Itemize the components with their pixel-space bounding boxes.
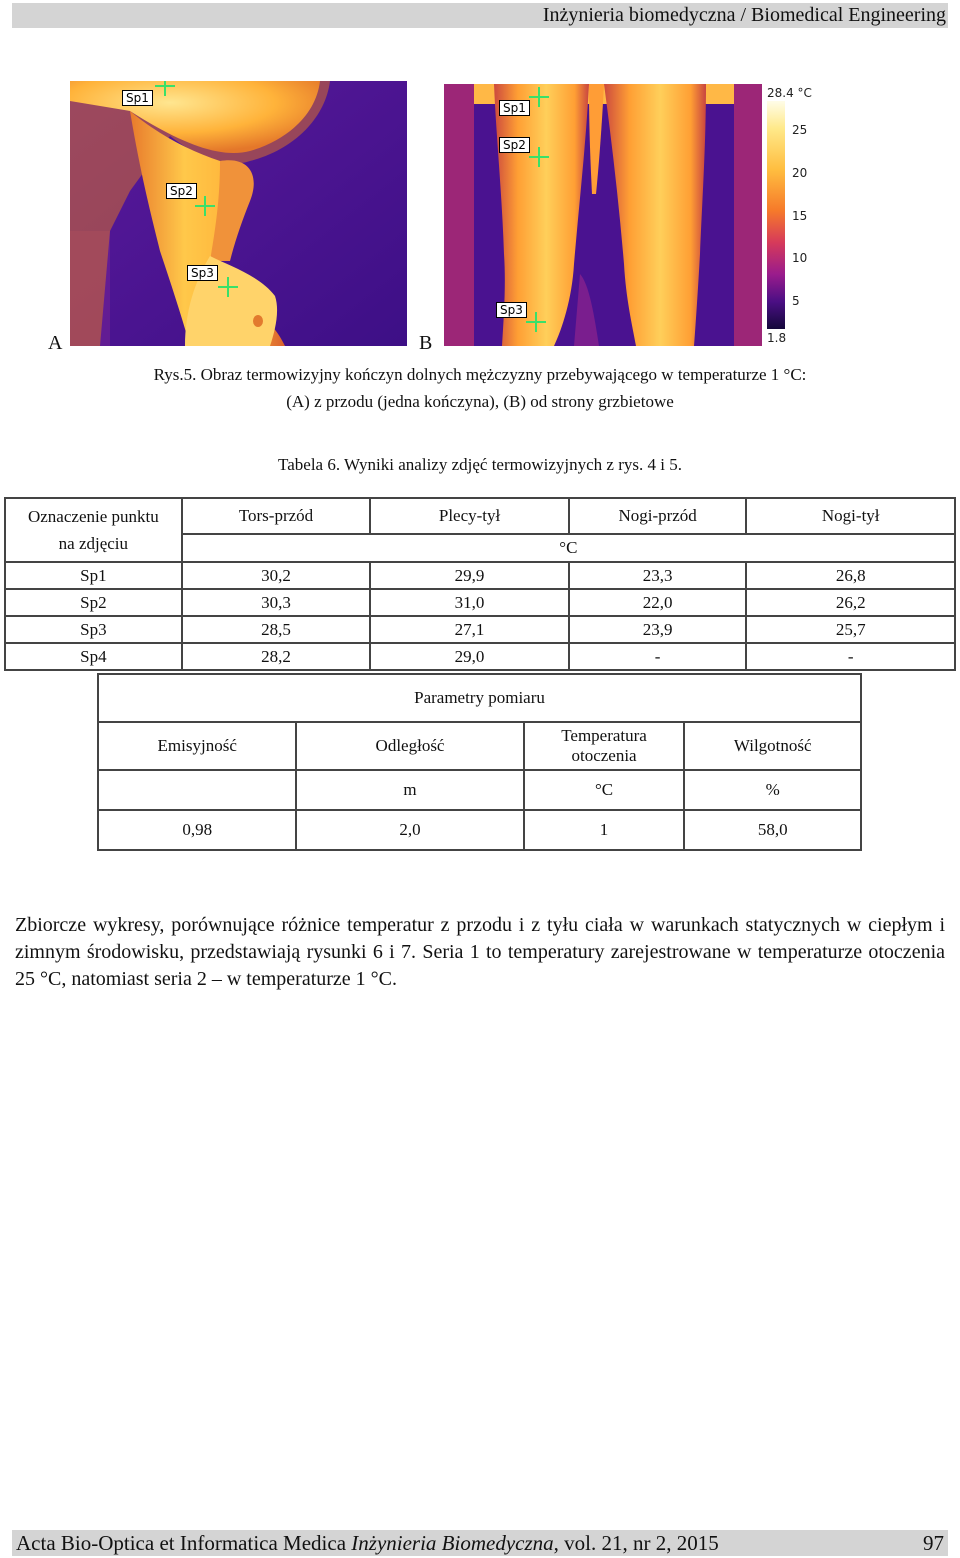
value-cell: 31,0 bbox=[370, 589, 569, 616]
unit-cell: °C bbox=[182, 534, 955, 562]
scale-tick-25: 25 bbox=[792, 123, 808, 137]
footer-journal-italic: Inżynieria Biomedyczna bbox=[351, 1531, 554, 1555]
scale-max-label: 28.4 °C bbox=[767, 86, 812, 100]
spot-label-sp3-b: Sp3 bbox=[496, 302, 527, 318]
row-header-line1: Oznaczenie punktu bbox=[27, 507, 159, 526]
panel-letter-a: A bbox=[48, 332, 63, 354]
value-cell: 29,9 bbox=[370, 562, 569, 589]
spot-label-sp2-b: Sp2 bbox=[499, 137, 530, 153]
spot-label-sp1-b: Sp1 bbox=[499, 100, 530, 116]
figure-caption bbox=[0, 361, 960, 415]
table-row bbox=[98, 810, 861, 850]
params-title: Parametry pomiaru bbox=[98, 674, 861, 722]
scale-tick-15: 15 bbox=[792, 209, 808, 223]
column-header: Nogi-przód bbox=[569, 498, 747, 534]
column-header: Plecy-tył bbox=[370, 498, 569, 534]
crosshair-sp3-a-icon bbox=[218, 277, 238, 297]
params-unit bbox=[98, 770, 296, 810]
scale-tick-10: 10 bbox=[792, 251, 808, 265]
crosshair-sp3-b-icon bbox=[526, 312, 546, 332]
body-paragraph: Zbiorcze wykresy, porównujące różnice temperatur z przodu i z tyłu ciała w warunkach statycznych w ciepłym i zimnym środowisku, przedstawiają rysunki 6 i 7. Seria 1 to temperatury zarejestrowane w temperaturze otoczenia 25 °C, natomiast seria 2 – w temperaturze 1 °C. bbox=[15, 914, 945, 990]
params-unit: m bbox=[296, 770, 523, 810]
point-cell: Sp2 bbox=[5, 589, 182, 616]
value-cell: 23,9 bbox=[569, 616, 747, 643]
value-cell: 27,1 bbox=[370, 616, 569, 643]
value-cell: 26,2 bbox=[746, 589, 955, 616]
panel-letter-b: B bbox=[419, 332, 433, 354]
point-cell: Sp1 bbox=[5, 562, 182, 589]
params-header: Emisyjność bbox=[98, 722, 296, 770]
row-header-cell bbox=[5, 498, 182, 562]
value-cell: - bbox=[746, 643, 955, 670]
crosshair-sp1-a-icon bbox=[155, 81, 175, 96]
value-cell: 26,8 bbox=[746, 562, 955, 589]
params-unit: % bbox=[684, 770, 861, 810]
thermogram-b-image bbox=[444, 84, 762, 346]
params-unit: °C bbox=[524, 770, 685, 810]
table-row bbox=[5, 562, 955, 589]
value-cell: 29,0 bbox=[370, 643, 569, 670]
params-value: 58,0 bbox=[684, 810, 861, 850]
spot-label-sp2-a: Sp2 bbox=[166, 183, 197, 199]
value-cell: 28,2 bbox=[182, 643, 371, 670]
footer-journal-prefix: Acta Bio-Optica et Informatica Medica bbox=[16, 1531, 352, 1555]
thermogram-a-image bbox=[70, 81, 407, 346]
table-row bbox=[5, 643, 955, 670]
thermogram-a bbox=[70, 81, 407, 346]
point-cell: Sp4 bbox=[5, 643, 182, 670]
spot-label-sp3-a: Sp3 bbox=[187, 265, 218, 281]
figure-caption-line1: Rys.5. Obraz termowizyjny kończyn dolnych mężczyzny przebywającego w temperaturze 1 °C: bbox=[153, 365, 807, 384]
params-header: Wilgotność bbox=[684, 722, 861, 770]
value-cell: 25,7 bbox=[746, 616, 955, 643]
value-cell: 23,3 bbox=[569, 562, 747, 589]
scale-min-label: 1.8 bbox=[767, 331, 787, 345]
page-number: 97 bbox=[923, 1531, 944, 1555]
params-header: Odległość bbox=[296, 722, 523, 770]
params-header: Temperatura otoczenia bbox=[524, 722, 685, 770]
point-cell: Sp3 bbox=[5, 616, 182, 643]
value-cell: - bbox=[569, 643, 747, 670]
table-caption: Tabela 6. Wyniki analizy zdjęć termowizyjnych z rys. 4 i 5. bbox=[278, 455, 682, 474]
temperature-scale-bar bbox=[767, 101, 785, 329]
row-header-line2: na zdjęciu bbox=[58, 534, 129, 553]
crosshair-sp1-b-icon bbox=[529, 87, 549, 107]
journal-header: Inżynieria biomedyczna / Biomedical Engineering bbox=[542, 4, 946, 26]
measurement-params-table bbox=[97, 673, 862, 851]
column-header: Tors-przód bbox=[182, 498, 371, 534]
value-cell: 30,3 bbox=[182, 589, 371, 616]
spot-label-sp1-a: Sp1 bbox=[122, 90, 153, 106]
thermogram-b bbox=[444, 84, 762, 346]
params-value: 1 bbox=[524, 810, 685, 850]
table-row bbox=[5, 589, 955, 616]
scale-tick-5: 5 bbox=[792, 294, 800, 308]
journal-footer bbox=[16, 1530, 719, 1556]
crosshair-sp2-b-icon bbox=[529, 147, 549, 167]
footer-journal-suffix: , vol. 21, nr 2, 2015 bbox=[553, 1531, 719, 1555]
value-cell: 22,0 bbox=[569, 589, 747, 616]
value-cell: 28,5 bbox=[182, 616, 371, 643]
scale-tick-20: 20 bbox=[792, 166, 808, 180]
results-table bbox=[4, 497, 956, 671]
params-value: 0,98 bbox=[98, 810, 296, 850]
crosshair-sp2-a-icon bbox=[195, 196, 215, 216]
table-row bbox=[5, 616, 955, 643]
column-header: Nogi-tył bbox=[746, 498, 955, 534]
figure-caption-line2: (A) z przodu (jedna kończyna), (B) od strony grzbietowe bbox=[286, 392, 674, 411]
params-value: 2,0 bbox=[296, 810, 523, 850]
value-cell: 30,2 bbox=[182, 562, 371, 589]
